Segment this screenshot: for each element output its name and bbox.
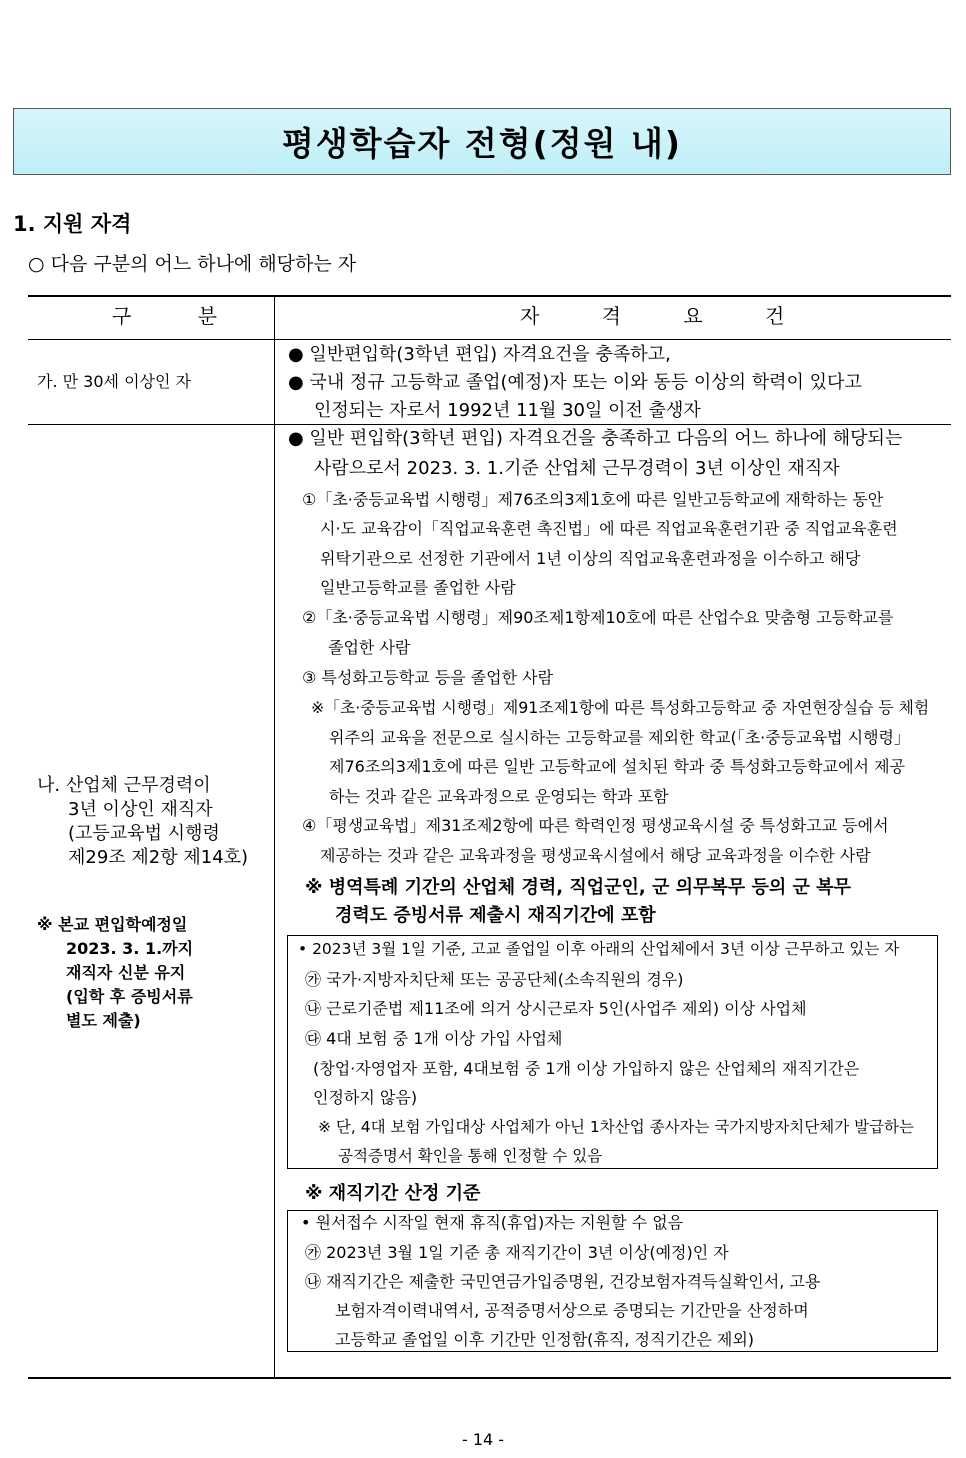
row-b-line: ①「초·중등교육법 시행령」제76조의3제1호에 따른 일반고등학교에 재학하는 동안 (302, 490, 884, 509)
row-b-line: 제76조의3제1호에 따른 일반 고등학교에 설치된 학과 중 특성화고등학교에서 제공 (329, 757, 905, 776)
row-b-note: 별도 제출) (66, 1011, 141, 1030)
box1-line: (창업·자영업자 포함, 4대보험 중 1개 이상 가입하지 않은 산업체의 재직기간은 (313, 1059, 860, 1078)
row-a-category: 가. 만 30세 이상인 자 (37, 372, 191, 391)
row-b-line: 위주의 교육을 전문으로 실시하는 고등학교를 제외한 학교(「초·중등교육법 시행령」 (329, 728, 910, 747)
table-header-rule (28, 339, 951, 340)
box1-line: 공적증명서 확인을 통해 인정할 수 있음 (338, 1147, 603, 1165)
tenure-criteria-heading: ※ 재직기간 산정 기준 (305, 1183, 481, 1204)
row-a-line: 인정되는 자로서 1992년 11월 30일 이전 출생자 (314, 400, 701, 421)
box1-line: ㉰ 4대 보험 중 1개 이상 가입 사업체 (305, 1029, 563, 1048)
row-b-category: 3년 이상인 재직자 (68, 799, 213, 820)
row-b-line: ※「초·중등교육법 시행령」제91조제1항에 따른 특성화고등학교 중 자연현장실습 등 체험 (311, 698, 930, 717)
box2-line: • 원서접수 시작일 현재 휴직(휴업)자는 지원할 수 없음 (301, 1213, 684, 1232)
page-title-banner (13, 108, 951, 175)
row-b-line: 위탁기관으로 선정한 기관에서 1년 이상의 직업교육훈련과정을 이수하고 해당 (320, 549, 861, 568)
box2-line: 고등학교 졸업일 이후 기간만 인정함(휴직, 정직기간은 제외) (335, 1330, 755, 1349)
row-b-category: 제29조 제2항 제14호) (68, 847, 249, 868)
box1-line: ㉯ 근로기준법 제11조에 의거 상시근로자 5인(사업주 제외) 이상 사업체 (305, 999, 807, 1018)
row-b-line: 하는 것과 같은 교육과정으로 운영되는 학과 포함 (329, 787, 669, 806)
box2-line: ㉮ 2023년 3월 1일 기준 총 재직기간이 3년 이상(예정)인 자 (305, 1243, 729, 1262)
row-b-category: 나. 산업체 근무경력이 (37, 775, 211, 796)
row-b-line: 졸업한 사람 (328, 638, 411, 657)
box1-line: ※ 단, 4대 보험 가입대상 사업체가 아닌 1차산업 종사자는 국가지방자치단체가 발급하는 (318, 1118, 914, 1136)
box1-line: • 2023년 3월 1일 기준, 고교 졸업일 이후 아래의 산업체에서 3년 이상 근무하고 있는 자 (298, 940, 900, 958)
header-requirements: 자 격 요 건 (520, 304, 813, 328)
row-b-note: ※ 본교 편입학예정일 (37, 915, 188, 934)
table-row-divider (28, 424, 951, 425)
row-b-line: 경력도 증빙서류 제출시 재직기간에 포함 (335, 905, 656, 926)
header-category: 구 분 (112, 304, 247, 328)
row-a-line: ● 일반편입학(3학년 편입) 자격요건을 충족하고, (288, 344, 671, 365)
section-heading: 1. 지원 자격 (13, 212, 132, 236)
table-bottom-rule (28, 1377, 951, 1379)
box2-line: 보험자격이력내역서, 공적증명서상으로 증명되는 기간만을 산정하며 (335, 1301, 809, 1320)
row-b-line: ④「평생교육법」제31조제2항에 따른 학력인정 평생교육시설 중 특성화고교 등에서 (302, 816, 889, 835)
row-b-note: 2023. 3. 1.까지 (66, 939, 194, 958)
table-column-divider (274, 296, 275, 1378)
row-b-line: 시·도 교육감이「직업교육훈련 촉진법」에 따른 직업교육훈련기관 중 직업교육훈련 (320, 519, 898, 538)
row-b-category: (고등교육법 시행령 (68, 823, 220, 844)
page-number: - 14 - (461, 1430, 505, 1449)
row-b-line: ● 일반 편입학(3학년 편입) 자격요건을 충족하고 다음의 어느 하나에 해당되는 (288, 428, 903, 449)
row-b-line: ③ 특성화고등학교 등을 졸업한 사람 (302, 668, 554, 687)
row-b-note: 재직자 신분 유지 (66, 963, 186, 982)
row-b-note: (입학 후 증빙서류 (66, 987, 193, 1006)
section-subtitle: ○ 다음 구분의 어느 하나에 해당하는 자 (28, 253, 357, 275)
table-top-rule (28, 295, 951, 297)
box1-line: ㉮ 국가·지방자치단체 또는 공공단체(소속직원의 경우) (305, 970, 684, 989)
row-a-line: ● 국내 정규 고등학교 졸업(예정)자 또는 이와 동등 이상의 학력이 있다고 (288, 372, 862, 393)
row-b-line: 일반고등학교를 졸업한 사람 (320, 578, 516, 597)
row-b-line: 사람으로서 2023. 3. 1.기준 산업체 근무경력이 3년 이상인 재직자 (314, 458, 840, 479)
box1-line: 인정하지 않음) (313, 1088, 418, 1107)
row-b-line: ※ 병역특례 기간의 산업체 경력, 직업군인, 군 의무복무 등의 군 복무 (305, 877, 851, 898)
row-b-line: 제공하는 것과 같은 교육과정을 평생교육시설에서 해당 교육과정을 이수한 사람 (320, 846, 871, 865)
page-title: 평생학습자 전형(정원 내) (282, 124, 682, 163)
row-b-line: ②「초·중등교육법 시행령」제90조제1항제10호에 따른 산업수요 맞춤형 고등학교를 (302, 608, 894, 627)
box2-line: ㉯ 재직기간은 제출한 국민연금가입증명원, 건강보험자격득실확인서, 고용 (305, 1272, 821, 1291)
